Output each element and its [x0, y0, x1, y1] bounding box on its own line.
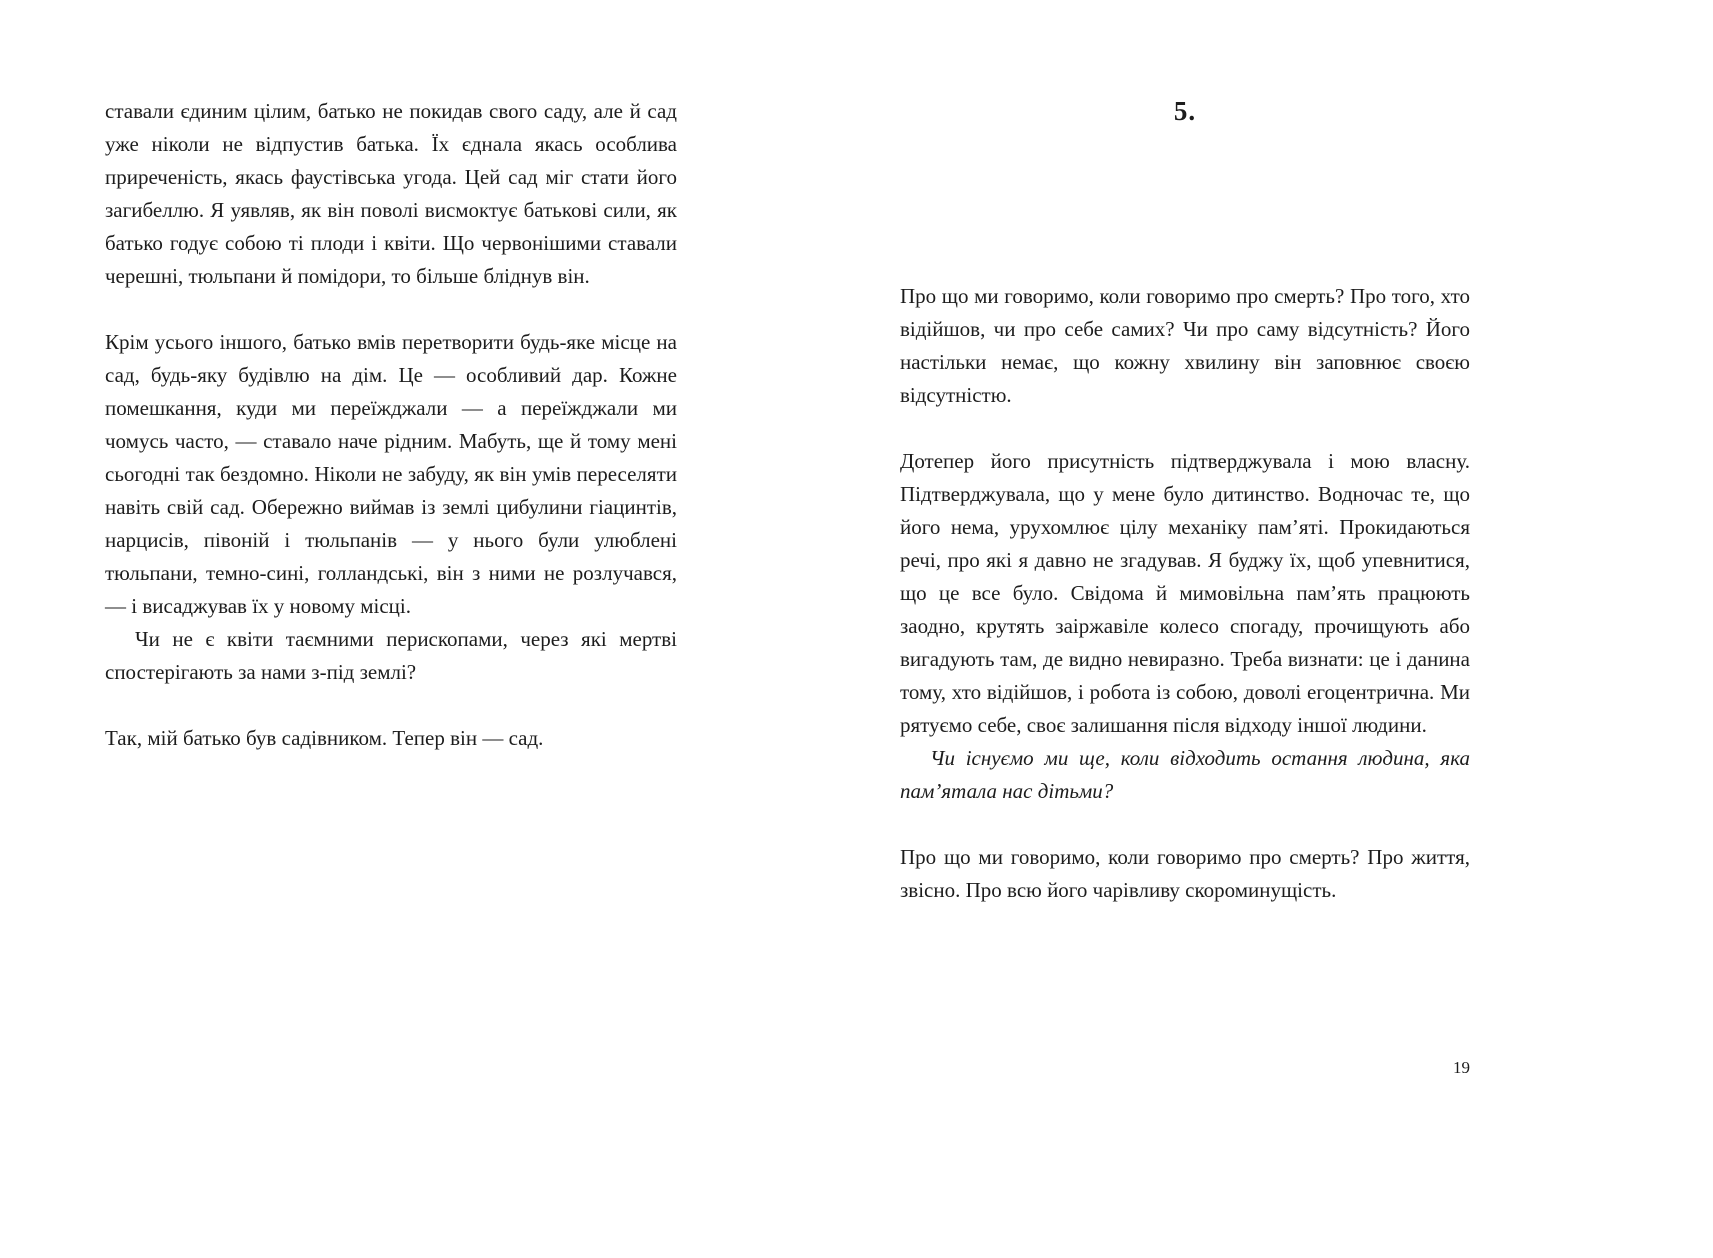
right-page	[900, 95, 1470, 907]
left-page	[105, 95, 677, 755]
paragraph: Про що ми говоримо, коли говоримо про смерть? Про життя, звісно. Про всю його чарівливу скороминущість.	[900, 845, 1470, 902]
paragraph: Так, мій батько був садівником. Тепер він — сад.	[105, 726, 544, 750]
paragraph: Дотепер його присутність підтверджувала і мою власну. Підтверджувала, що у мене було дитинство. Водночас те, що його нема, урухомлює цілу механіку пам’яті. Прокидаються речі, про які я давно не згадував. Я буджу їх, щоб упевнитися, що це все було. Свідома й мимовільна пам’ять працюють заодно, крутять заіржавіле колесо спогаду, прочищують або вигадують там, де видно невиразно. Треба визнати: це і данина тому, хто відійшов, і робота із собою, доволі егоцентрична. Ми рятуємо себе, своє залишання після відходу іншої людини.	[900, 449, 1470, 737]
paragraph: ставали єдиним цілим, батько не покидав свого саду, але й сад уже ніколи не відпустив батька. Їх єднала якась особлива приреченість, якась фаустівська угода. Цей сад міг стати його загибеллю. Я уявляв, як він поволі висмоктує батькові сили, як батько годує собою ті плоди і квіти. Що червонішими ставали черешні, тюльпани й помідори, то більше бліднув він.	[105, 99, 677, 288]
page-number: 19	[1453, 1058, 1470, 1077]
italic-quote-paragraph: Чи існуємо ми ще, коли відходить остання людина, яка пам’ятала нас дітьми?	[900, 746, 1470, 803]
chapter-heading: 5.	[1173, 96, 1197, 126]
paragraph: Чи не є квіти таємними перископами, через які мертві спостерігають за нами з-під землі?	[105, 627, 677, 684]
paragraph: Про що ми говоримо, коли говоримо про смерть? Про того, хто відійшов, чи про себе самих? Чи про саму відсутність? Його настільки немає, що кожну хвилину він заповнює своєю відсутністю.	[900, 284, 1470, 407]
paragraph: Крім усього іншого, батько вмів перетворити будь-яке місце на сад, будь-яку будівлю на дім. Це — особливий дар. Кожне помешкання, куди ми переїжджали — а переїжджали ми чомусь часто, — ставало наче рідним. Мабуть, ще й тому мені сьогодні так бездомно. Ніколи не забуду, як він умів переселяти навіть свій сад. Обережно виймав із землі цибулини гіацинтів, нарцисів, півоній і тюльпанів — у нього були улюблені тюльпани, темно-сині, голландські, він з ними не розлучався, — і висаджував їх у новому місці.	[105, 330, 677, 618]
